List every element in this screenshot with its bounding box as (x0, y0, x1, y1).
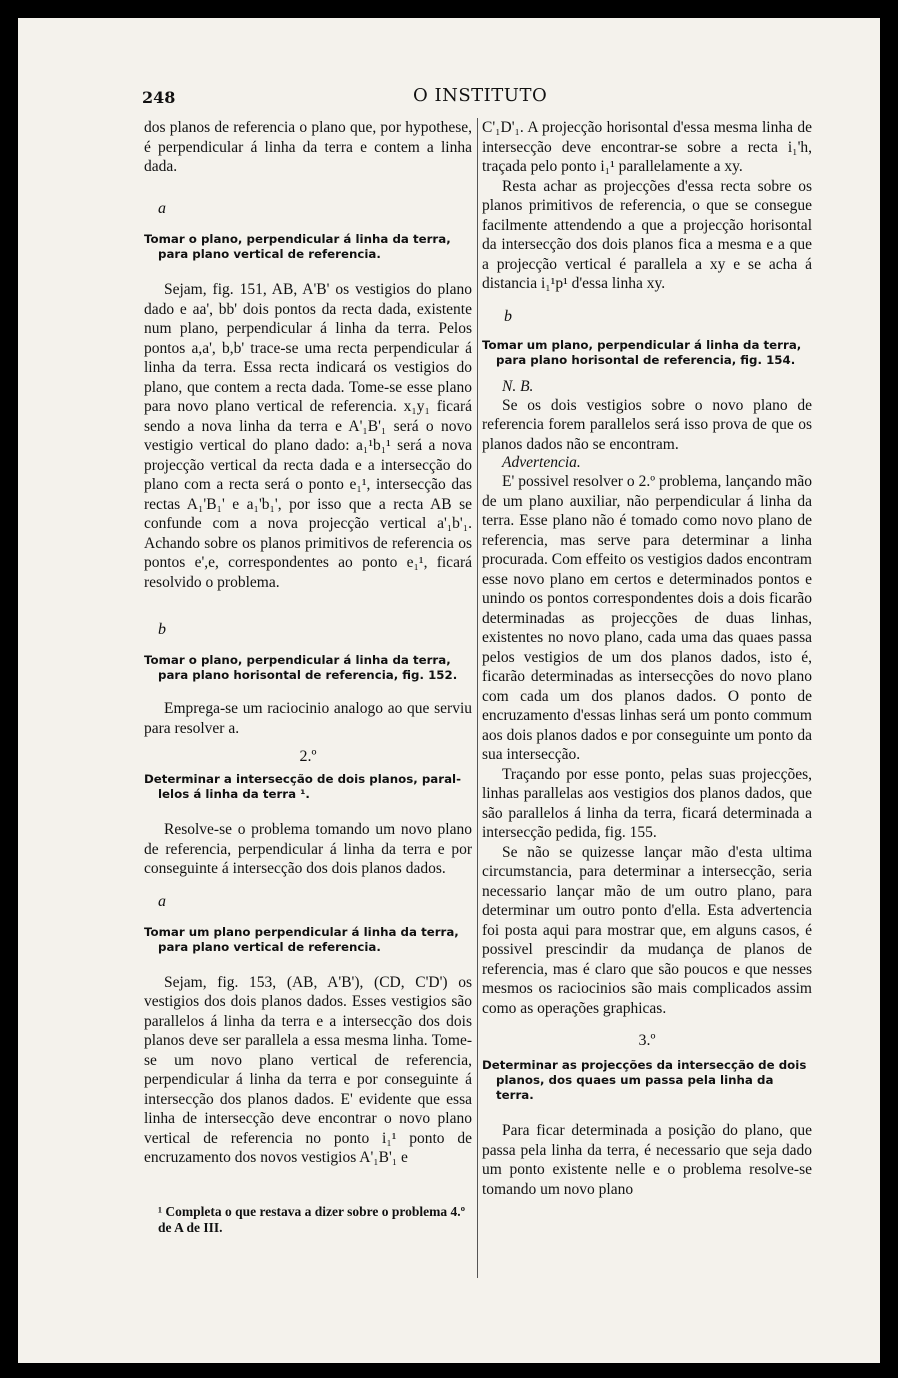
section-heading (144, 232, 472, 262)
heading-line: lelos á linha da terra ¹. (158, 787, 310, 801)
section-label: b (504, 307, 512, 325)
paragraph: E' possivel resolver o 2.º problema, lançando mão de um plano auxiliar, não perpendicular á linha da terra. Esse plano não é tomado como novo plano de referencia, mas serve para determinar a linha procurada. Com effeito os vestigios dados encontram esse novo plano em certos e determinados pontos e unindo os pontos correspondentes dois a dois ficarão determinadas as projecções de duas linhas, existentes no novo plano, cada uma das quaes passa pelos vestigios de um dos planos dados, isto é, ficarão determinadas as intersecções do novo plano com cada um dos planos dados. O ponto de encruzamento d'essas linhas será um ponto commum aos dois planos dados e por conseguinte um ponto da sua intersecção. (482, 473, 812, 763)
section-number: 3.º (638, 1032, 656, 1049)
heading-line: para plano horisontal de referencia, fig. 154. (496, 352, 796, 367)
section-number: 2.º (299, 748, 317, 765)
paragraph: Emprega-se um raciocinio analogo ao que serviu para resolver a. (144, 700, 472, 737)
book-page (18, 18, 880, 1363)
left-column (144, 118, 472, 1236)
page-number: 248 (142, 88, 176, 107)
column-divider (477, 118, 478, 1278)
advertencia-label: Advertencia. (502, 454, 581, 471)
heading-line: para plano vertical de referencia. (158, 939, 381, 954)
nota-bene: N. B. (502, 377, 534, 395)
footnote: ¹ Completa o que restava a dizer sobre o problema 4.º de A de III. (158, 1203, 466, 1235)
section-label: b (158, 621, 166, 638)
paragraph: C'₁D'₁. A projecção horisontal d'essa mesma linha de intersecção deve encontrar-se sobre a recta i₁'h, traçada pelo ponto i₁¹ parallelamente a xy. (482, 119, 812, 175)
paragraph: dos planos de referencia o plano que, por hypothese, é perpendicular á linha da terra e contem a linha dada. (144, 119, 472, 175)
section-label: a (158, 200, 166, 217)
section-heading (144, 925, 472, 955)
section-heading (482, 338, 812, 368)
heading-line: Determinar a intersecção de dois planos, paral- (144, 772, 461, 786)
heading-line: Tomar um plano, perpendicular á linha da terra, (482, 337, 802, 352)
paragraph: Se não se quizesse lançar mão d'esta ultima circumstancia, para determinar a intersecção, seria necessario lançar mão de um outro plano, para determinar um outro ponto d'ella. Esta advertencia foi posta aqui para mostrar que, em alguns casos, é possivel prescindir da mudança de planos de referencia, mas é claro que são poucos e que nesses mesmos os raciocinios são mais complicados assim como as operações graphicas. (482, 843, 812, 1017)
paragraph: Sejam, fig. 151, AB, A'B' os vestigios do plano dado e aa', bb' dois pontos da recta dada, existente num plano, perpendicular á linha da terra. Pelos pontos a,a', b,b' trace-se uma recta perpendicular á linha da terra. Essa recta indicará os vestigios do plano, que contem a recta dada. Tome-se esse plano para novo plano vertical de referencia. x₁y₁ ficará sendo a nova linha da terra e A'₁B'₁ será o novo vestigio vertical do plano dado: a₁¹b₁¹ será a nova projecção vertical da recta dada e a intersecção do plano com a recta será o ponto e₁¹, intersecção das rectas A₁'B₁' e a₁'b₁', por isso que a recta AB se confunde com a nova projecção vertical a'₁b'₁. Achando sobre os planos primitivos de referencia os pontos e',e, correspondentes ao ponto e₁¹, ficará resolvido o problema. (144, 281, 472, 591)
paragraph: Sejam, fig. 153, (AB, A'B'), (CD, C'D') os vestigios dos dois planos dados. Esses vestigios são parallelos á linha da terra e a intersecção dos dois planos deve ser parallela a essa mesma linha. Tome-se um novo plano vertical de referencia, perpendicular á linha da terra e por conseguinte á intersecção dos planos dados. E' evidente que essa linha de intersecção deve encontrar o novo plano vertical de referencia no ponto i₁¹ ponto de encruzamento dos novos vestigios A'₁B'₁ e (144, 973, 472, 1166)
running-title: O INSTITUTO (413, 85, 548, 106)
heading-line: Tomar um plano perpendicular á linha da terra, (144, 924, 459, 939)
heading-line: para plano horisontal de referencia, fig. 152. (158, 668, 458, 682)
heading-line: Tomar o plano, perpendicular á linha da terra, (144, 653, 451, 667)
section-label: a (158, 892, 166, 910)
heading-line: para plano vertical de referencia. (158, 247, 381, 261)
paragraph: Resolve-se o problema tomando um novo plano de referencia, perpendicular á linha da terra e por conseguinte á intersecção dos dois planos dados. (144, 821, 472, 877)
paragraph: Se os dois vestigios sobre o novo plano de referencia forem parallelos será isso prova de que os planos dados não se encontram. (482, 396, 812, 453)
heading-line: Determinar as projecções da intersecção de dois (482, 1058, 807, 1072)
paragraph: Resta achar as projecções d'essa recta sobre os planos primitivos de referencia, o que se consegue facilmente attendendo a que a projecção horisontal da intersecção dos dois planos fica a mesma e a que a projecção vertical é parallela a xy e se acha á distancia i₁¹p¹ d'essa linha xy. (482, 177, 812, 292)
section-heading (144, 653, 472, 683)
heading-line: planos, dos quaes um passa pela linha da terra. (496, 1073, 774, 1102)
paragraph: Para ficar determinada a posição do plano, que passa pela linha da terra, é necessario que seja dado um ponto existente nelle e o problema resolve-se tomando um novo plano (482, 1122, 812, 1198)
heading-line: Tomar o plano, perpendicular á linha da terra, (144, 232, 451, 246)
paragraph: Traçando por esse ponto, pelas suas projecções, linhas parallelas aos vestigios dos planos dados, que são parallelos á linha da terra, ficará determinada a intersecção pedida, fig. 155. (482, 765, 812, 841)
section-heading (144, 772, 472, 802)
section-heading (482, 1058, 812, 1103)
right-column (482, 118, 812, 1199)
